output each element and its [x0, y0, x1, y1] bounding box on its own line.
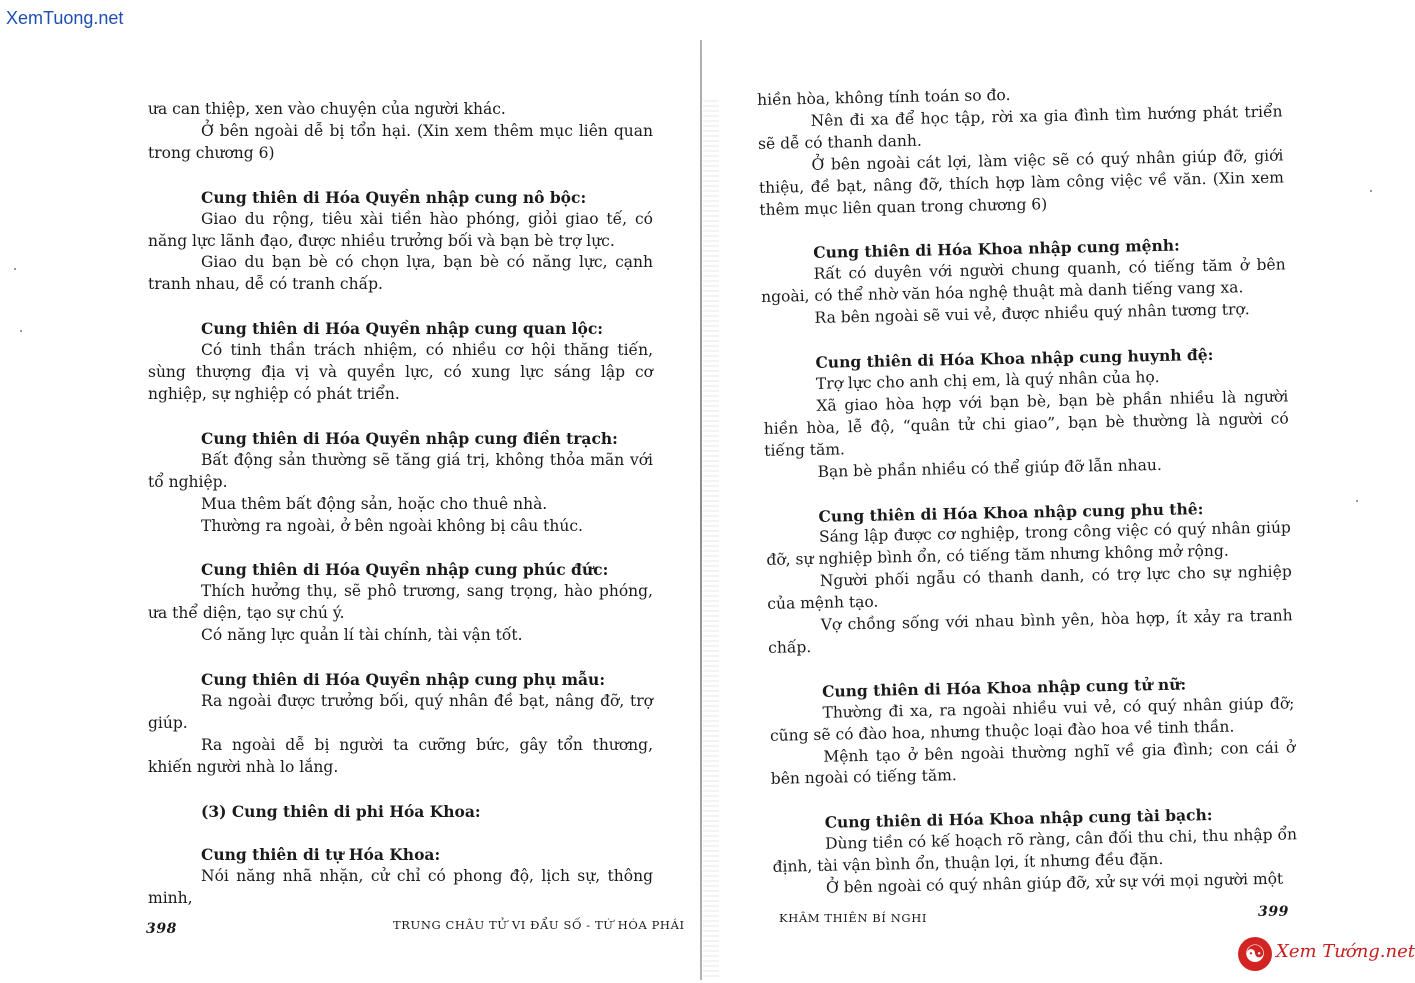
scan-speck [1370, 190, 1372, 192]
right-running-title: KHÂM THIÊN BÍ NGHI [779, 911, 927, 925]
book-gutter [700, 40, 702, 980]
paragraph: Ở bên ngoài dễ bị tổn hại. (Xin xem thêm mục liên quan trong chương 6) [148, 121, 653, 162]
paragraph: Bạn bè phần nhiều có thể giúp đỡ lẫn nhau. [817, 455, 1163, 481]
section-heading: Cung thiên di Hóa Khoa nhập cung phu thê: [818, 498, 1204, 526]
section-heading: Cung thiên di Hóa Khoa nhập cung tài bạch: [824, 805, 1213, 833]
scan-speck [1356, 500, 1358, 502]
paragraph: Người phối ngẫu có thanh danh, có trợ lực cho sự nghiệp của mệnh tạo. [767, 562, 1292, 614]
right-page-number: 399 [1258, 904, 1290, 920]
section-heading: Cung thiên di tự Hóa Khoa: [201, 845, 441, 865]
paragraph: Vợ chồng sống với nhau bình yên, hòa hợp, ít xảy ra tranh chấp. [768, 606, 1293, 657]
paragraph: Ở bên ngoài cát lợi, làm việc sẽ có quý nhân giúp đỡ, giới thiệu, đề bạt, nâng đỡ, thích hợp làm công việc về văn. (Xin xem thêm mục liên quan trong chương 6) [758, 146, 1285, 219]
yin-yang-icon: ☯ [1238, 937, 1272, 971]
scan-speck [14, 268, 16, 270]
section-heading: Cung thiên di Hóa Quyền nhập cung điền trạch: [201, 428, 618, 448]
scan-speck [20, 330, 22, 332]
paragraph: Thường ra ngoài, ở bên ngoài không bị câu thúc. [201, 516, 583, 535]
paragraph: Ở bên ngoài có quý nhân giúp đỡ, xử sự với mọi người một [825, 869, 1284, 897]
section-heading: Cung thiên di Hóa Quyền nhập cung phụ mẫu: [201, 670, 606, 690]
paragraph: Giao du bạn bè có chọn lựa, bạn bè có năng lực, cạnh tranh nhau, dễ có tranh chấp. [148, 253, 653, 294]
paragraph: Trợ lực cho anh chị em, là quý nhân của họ. [815, 367, 1160, 393]
paragraph: Thường đi xa, ra ngoài nhiều vui vẻ, có quý nhân giúp đỡ; cũng sẽ có đào hoa, nhưng thuộc loại đào hoa về tinh thần. [769, 694, 1295, 745]
section-heading: Cung thiên di Hóa Quyền nhập cung phúc đức: [201, 560, 609, 580]
section-heading: Cung thiên di Hóa Quyền nhập cung nô bộc: [201, 187, 587, 207]
gutter-shadow [703, 100, 719, 980]
paragraph: Giao du rộng, tiêu xài tiền hào phóng, giỏi giao tế, có năng lực lãnh đạo, được nhiều trưởng bối và bạn bè trợ lực. [148, 209, 653, 250]
paragraph: Bất động sản thường sẽ tăng giá trị, không thỏa mãn với tổ nghiệp. [148, 450, 653, 491]
watermark-logo [1236, 937, 1415, 975]
paragraph: ưa can thiệp, xen vào chuyện của người khác. [148, 100, 506, 118]
paragraph: hiền hòa, không tính toán so đo. [757, 85, 1011, 109]
paragraph: Nói năng nhã nhặn, cử chỉ có phong độ, lịch sự, thông minh, [148, 867, 653, 908]
left-page [148, 99, 653, 910]
paragraph: Mua thêm bất động sản, hoặc cho thuê nhà. [201, 494, 548, 513]
paragraph: Ra ngoài được trưởng bối, quý nhân đề bạt, nâng đỡ, trợ giúp. [148, 691, 653, 732]
paragraph: Rất có duyên với người chung quanh, có tiếng tăm ở bên ngoài, có thể nhờ văn hóa nghệ thuật mà danh tiếng vang xa. [760, 255, 1286, 307]
left-page-number: 398 [146, 921, 178, 937]
section-heading: Cung thiên di Hóa Khoa nhập cung tử nữ: [821, 674, 1187, 701]
paragraph: Mệnh tạo ở bên ngoài thường nghĩ về gia đình; con cái ở bên ngoài có tiếng tăm. [770, 737, 1296, 789]
section-heading: Cung thiên di Hóa Quyền nhập cung quan lộc: [201, 319, 604, 339]
paragraph: Thích hưởng thụ, sẽ phô trương, sang trọng, hào phóng, ưa thể diện, tạo sự chú ý. [148, 582, 653, 623]
right-page [757, 79, 1298, 900]
section-heading: Cung thiên di Hóa Khoa nhập cung mệnh: [813, 235, 1180, 263]
paragraph: Có năng lực quản lí tài chính, tài vận tốt. [201, 626, 523, 645]
paragraph: Dùng tiền có kế hoạch rõ ràng, cân đối thu chi, thu nhập ổn định, tài vận bình ổn, thuận lợi, ít nhưng đều đặn. [772, 825, 1298, 877]
paragraph: Sáng lập được cơ nghiệp, trong công việc có quý nhân giúp đỡ, sự nghiệp bình ổn, có tiếng tăm nhưng không mở rộng. [766, 518, 1292, 570]
paragraph: Xã giao hòa hợp với bạn bè, bạn bè phần nhiều là người hiền hòa, lễ độ, “quân tử chi giao”, bạn bè thường là người có tiếng tăm. [763, 387, 1289, 460]
section-heading: Cung thiên di Hóa Khoa nhập cung huynh đệ: [815, 344, 1214, 372]
watermark-top: XemTuong.net [6, 8, 124, 28]
section-heading: (3) Cung thiên di phi Hóa Khoa: [201, 801, 481, 821]
paragraph: Ra ngoài dễ bị người ta cưỡng bức, gây tổn thương, khiến người nhà lo lắng. [148, 735, 653, 776]
paragraph: Nên đi xa để học tập, rời xa gia đình tìm hướng phát triển sẽ dễ có thanh danh. [757, 102, 1283, 153]
paragraph: Ra bên ngoài sẽ vui vẻ, được nhiều quý nhân tương trợ. [814, 300, 1250, 328]
paragraph: Có tinh thần trách nhiệm, có nhiều cơ hội thăng tiến, sùng thượng địa vị và quyền lực, có xung lực sáng lập cơ nghiệp, sự nghiệp có phát triển. [148, 341, 653, 403]
watermark-logo-text: Xem Tướng.net [1276, 941, 1415, 962]
left-running-title: TRUNG CHÂU TỬ VI ĐẨU SỐ - TỨ HÓA PHÁI [393, 918, 685, 932]
